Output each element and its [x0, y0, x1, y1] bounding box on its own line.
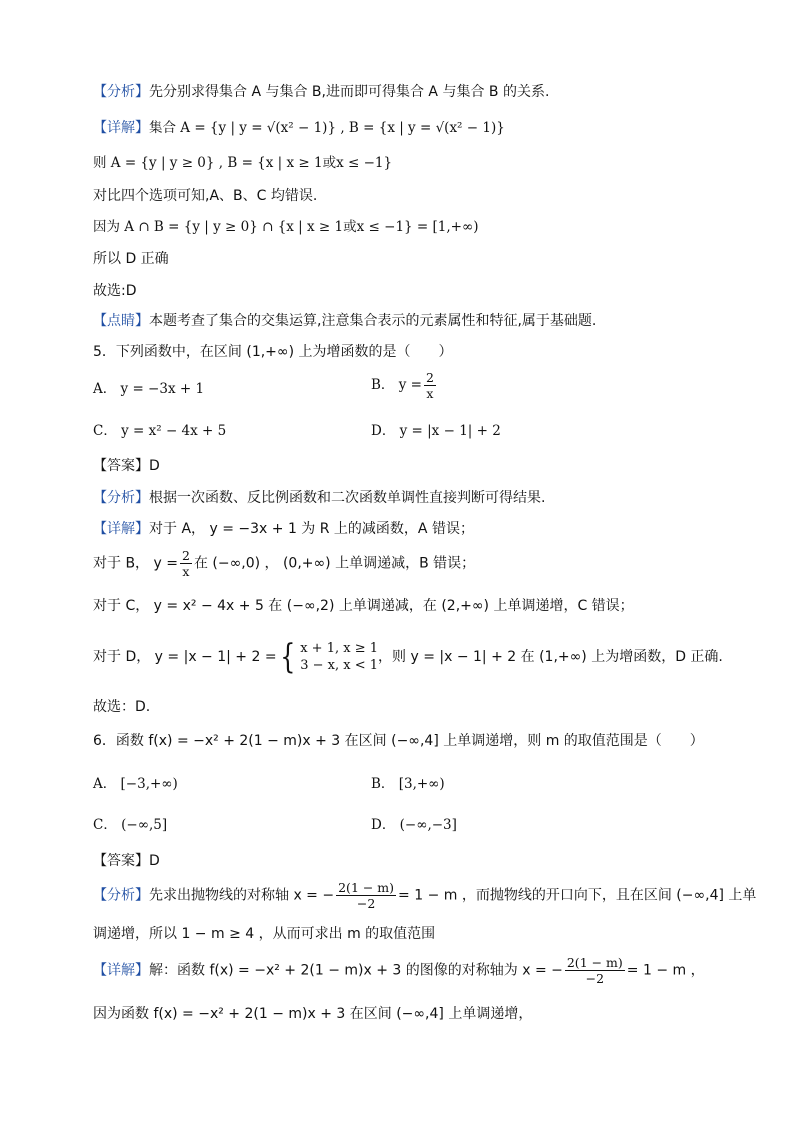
q5-option-b: B． y = $\frac{2}{x}$: [371, 370, 434, 401]
q5-stem: 5．下列函数中，在区间 (1,+∞) 上为增函数的是（ ）: [93, 344, 453, 360]
detail-line-5: 所以 D 正确: [93, 251, 169, 267]
piecewise-brace: { x + 1, x ≥ 1 3 − x, x < 1: [279, 637, 379, 677]
fraction: $\frac{2}{x}$: [425, 370, 434, 401]
fraction: $\frac{2(1 - m)}{-2}$: [566, 955, 623, 986]
detail-line-6: 故选:D: [93, 283, 137, 299]
q5-option-a: A． y = −3x + 1: [93, 381, 205, 397]
q5-conclusion: 故选：D.: [93, 699, 151, 715]
detail-line-1: 【详解】集合 A = {y | y = √(x² − 1)} , B = {x | y = √(x² − 1)}: [93, 120, 505, 136]
q6-stem: 6．函数 f(x) = −x² + 2(1 − m)x + 3 在区间 (−∞,4] 上单调递增，则 m 的取值范围是（ ）: [93, 733, 704, 749]
detail-line-2: 则 A = {y | y ≥ 0} , B = {x | x ≥ 1或x ≤ −1}: [93, 155, 393, 171]
fraction: $\frac{2(1 - m)}{-2}$: [338, 880, 395, 911]
tag-analysis: 【分析】: [93, 84, 149, 100]
q5-option-c: C． y = x² − 4x + 5: [93, 423, 227, 439]
q6-analysis-2: 调递增，所以 1 − m ≥ 4 ，从而可求出 m 的取值范围: [93, 926, 436, 942]
fraction: $\frac{2}{x}$: [181, 548, 190, 579]
q6-detail-1: 【详解】解：函数 f(x) = −x² + 2(1 − m)x + 3 的图像的对称轴为 x = − $\frac{2(1 - m)}{-2}$ = 1 − m ，: [93, 955, 705, 986]
q6-option-b: B． [3,+∞): [371, 776, 445, 792]
q6-option-c: C． (−∞,5]: [93, 817, 168, 833]
q5-detail-4: 对于 D， y = |x − 1| + 2 = { x + 1, x ≥ 1 3 − x, x < 1 ，则 y = |x − 1| + 2 在 (1,+∞) 上为增函数，D 正确.: [93, 637, 723, 677]
analysis-line-1: 【分析】先分别求得集合 A 与集合 B,进而即可得集合 A 与集合 B 的关系.: [93, 84, 550, 100]
q6-answer: 【答案】D: [93, 853, 160, 869]
tag-detail: 【详解】: [93, 120, 149, 136]
q5-analysis: 【分析】根据一次函数、反比例函数和二次函数单调性直接判断可得结果.: [93, 490, 546, 506]
q6-option-a: A． [−3,+∞): [93, 776, 178, 792]
q6-option-d: D． (−∞,−3]: [371, 817, 457, 833]
comment-line: 【点睛】本题考查了集合的交集运算,注意集合表示的元素属性和特征,属于基础题.: [93, 313, 597, 329]
detail-line-3: 对比四个选项可知,A、B、C 均错误.: [93, 188, 318, 204]
q5-detail-3: 对于 C， y = x² − 4x + 5 在 (−∞,2) 上单调递减，在 (2,+∞) 上单调递增，C 错误；: [93, 598, 634, 614]
q6-detail-2: 因为函数 f(x) = −x² + 2(1 − m)x + 3 在区间 (−∞,4] 上单调递增，: [93, 1006, 533, 1022]
q5-answer: 【答案】D: [93, 458, 160, 474]
tag-comment: 【点睛】: [93, 313, 149, 329]
q5-detail-2: 对于 B， y = $\frac{2}{x}$ 在 (−∞,0) ， (0,+∞) 上单调递减，B 错误；: [93, 548, 476, 579]
q6-analysis: 【分析】先求出抛物线的对称轴 x = − $\frac{2(1 - m)}{-2}$ = 1 − m ，而抛物线的开口向下，且在区间 (−∞,4] 上单: [93, 880, 757, 911]
q5-detail-1: 【详解】对于 A， y = −3x + 1 为 R 上的减函数，A 错误；: [93, 521, 474, 537]
detail-line-4: 因为 A ∩ B = {y | y ≥ 0} ∩ {x | x ≥ 1或x ≤ −1} = [1,+∞): [93, 219, 479, 235]
q5-option-d: D． y = |x − 1| + 2: [371, 423, 501, 439]
